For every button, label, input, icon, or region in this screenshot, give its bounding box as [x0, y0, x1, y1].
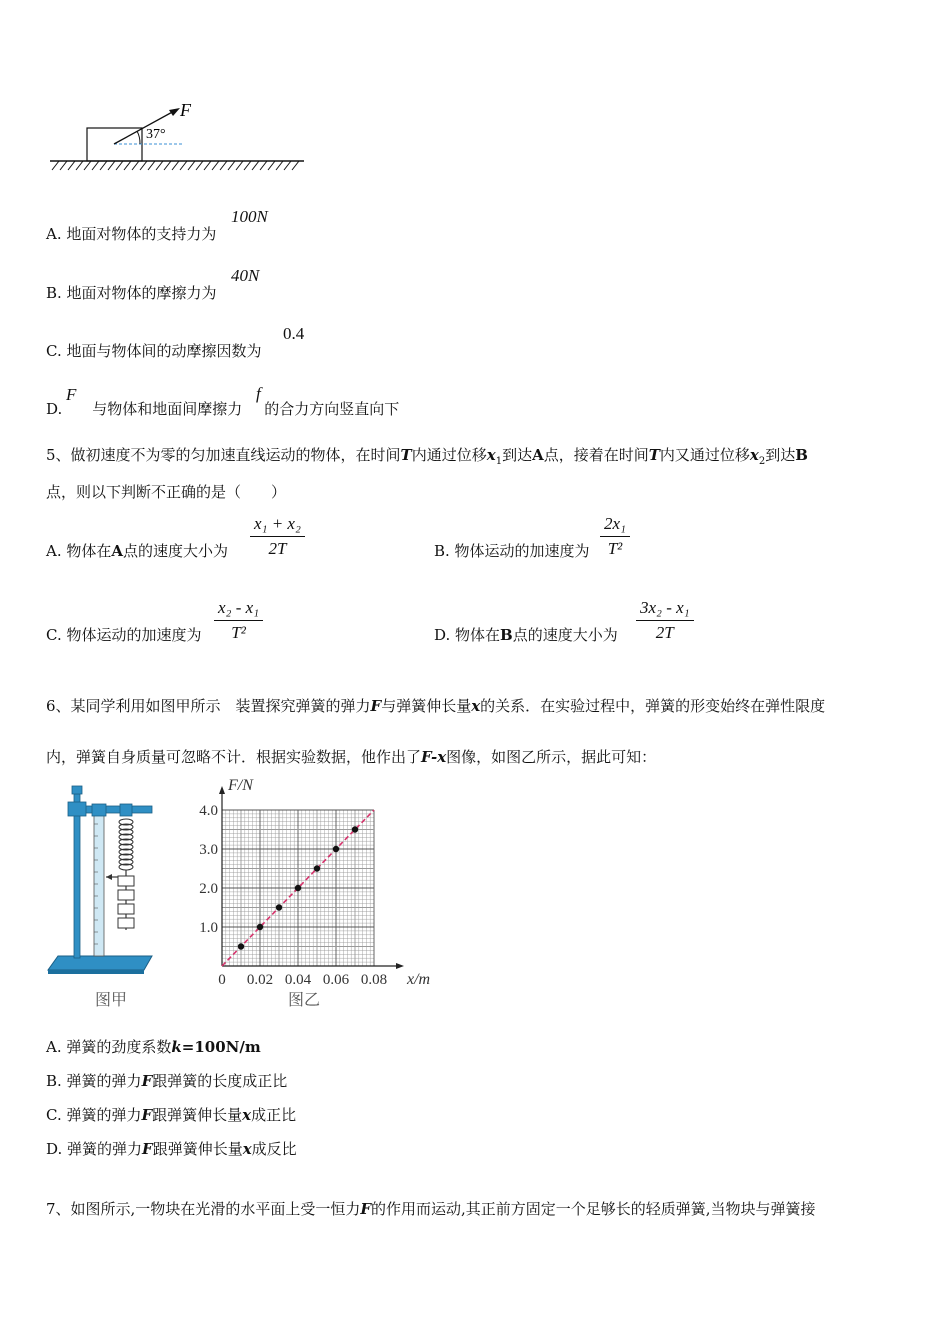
ruler-clamp	[92, 804, 106, 816]
x-tick-label: 0	[218, 972, 226, 988]
q4-option-d-math-friction: f	[256, 384, 261, 403]
angle-label: 37°	[146, 127, 166, 142]
q4-option-a-text: A. 地面对物体的支持力为	[46, 225, 217, 243]
pointer-arrowhead	[106, 874, 112, 880]
fig-b-caption: 图乙	[288, 990, 321, 1009]
x-tick-label: 0.08	[360, 972, 388, 988]
y-tick-label: 2.0	[199, 881, 218, 897]
y-tick-label: 1.0	[199, 920, 218, 936]
x-axis-label: x/m	[407, 971, 431, 988]
q4-option-b-text: B. 地面对物体的摩擦力为	[46, 284, 217, 302]
clamp-bosshead	[68, 802, 86, 816]
y-tick-label: 3.0	[199, 842, 218, 858]
q4-option-d-math-f: F	[66, 385, 77, 404]
data-point	[257, 924, 263, 930]
q4-option-d-mid: 与物体和地面间摩擦力	[92, 400, 243, 418]
q6-option-a: A. 弹簧的劲度系数k=100N/m	[46, 1038, 261, 1056]
q4-option-d-pre: D.	[46, 400, 63, 418]
clamp-knob-top	[72, 786, 82, 794]
q4-option-c-text: C. 地面与物体间的动摩擦因数为	[46, 342, 262, 360]
force-label: F	[180, 100, 191, 120]
q5-option-b-fraction: $\frac{\text{2x₁}}{\text{T²}}$	[600, 514, 630, 559]
q4-option-b	[46, 282, 217, 303]
q6-stem-line1: 6、某同学利用如图甲所示 装置探究弹簧的弹力F与弹簧伸长量x的关系．在实验过程中，弹簧的形变始终在弹性限度	[46, 697, 826, 715]
q5-stem-line1: 5、做初速度不为零的匀加速直线运动的物体，在时间T内通过位移$x_1$到达A点，接着在时间T内又通过位移$x_2$到达B	[46, 446, 808, 467]
data-point	[295, 885, 301, 891]
data-point	[352, 826, 358, 832]
force-arrow	[114, 110, 176, 144]
stand-rod	[74, 794, 80, 958]
spring-apparatus-figure	[44, 784, 164, 1012]
spring-hook-clamp	[120, 804, 132, 816]
q6-option-c: C. 弹簧的弹力F跟弹簧伸长量x成正比	[46, 1106, 297, 1124]
q4-option-d-post: 的合力方向竖直向下	[264, 400, 400, 418]
q5-stem-line2: 点，则以下判断不正确的是（ ）	[46, 483, 287, 501]
chart-tick-labels	[199, 777, 430, 988]
q4-option-a-math: 100N	[231, 207, 268, 226]
force-block-diagram	[44, 96, 314, 178]
x-axis-arrowhead	[396, 963, 404, 969]
data-point	[238, 943, 244, 949]
q5-option-d-fraction: $\frac{\text{3x₂ - x₁}}{2T}$	[636, 598, 694, 643]
y-axis-label: F/N	[228, 777, 253, 794]
q5-option-c: C. 物体运动的加速度为	[46, 626, 202, 644]
y-axis-arrowhead	[219, 786, 225, 794]
data-point	[314, 865, 320, 871]
q4-option-d	[46, 398, 399, 419]
data-point	[276, 904, 282, 910]
q7-stem: 7、如图所示,一物块在光滑的水平面上受一恒力F的作用而运动,其正前方固定一个足够长的轻质弹簧,当物块与弹簧接	[46, 1200, 816, 1218]
q6-option-d: D. 弹簧的弹力F跟弹簧伸长量x成反比	[46, 1140, 297, 1158]
ground-hatch	[52, 161, 299, 170]
q5-option-d: D. 物体在B点的速度大小为	[434, 626, 618, 644]
q4-option-a	[46, 223, 216, 244]
q5-option-b: B. 物体运动的加速度为	[434, 542, 590, 560]
q5-option-a-fraction: $\frac{\text{x₁ + x₂}}{2T}$	[250, 514, 305, 559]
q6-option-b: B. 弹簧的弹力F跟弹簧的长度成正比	[46, 1072, 288, 1090]
fig-a-caption: 图甲	[95, 990, 128, 1009]
base-plate-front	[48, 970, 144, 974]
q5-option-a: A. 物体在A点的速度大小为	[46, 542, 229, 560]
q4-option-c	[46, 340, 261, 361]
x-tick-label: 0.06	[322, 972, 350, 988]
q4-option-b-math: 40N	[231, 266, 260, 285]
spring-coils	[119, 819, 133, 870]
x-tick-label: 0.02	[246, 972, 274, 988]
force-extension-chart	[188, 774, 438, 1014]
q5-option-c-fraction: $\frac{\text{x₂ - x₁}}{\text{T²}}$	[214, 598, 263, 643]
x-tick-label: 0.04	[284, 972, 312, 988]
base-plate	[48, 956, 152, 970]
y-tick-label: 4.0	[199, 803, 218, 819]
q4-option-c-math: 0.4	[283, 324, 305, 343]
data-point	[333, 846, 339, 852]
q6-stem-line2: 内，弹簧自身质量可忽略不计．根据实验数据，他作出了F-x图像，如图乙所示，据此可知：	[46, 748, 657, 766]
force-arrowhead	[169, 108, 180, 116]
